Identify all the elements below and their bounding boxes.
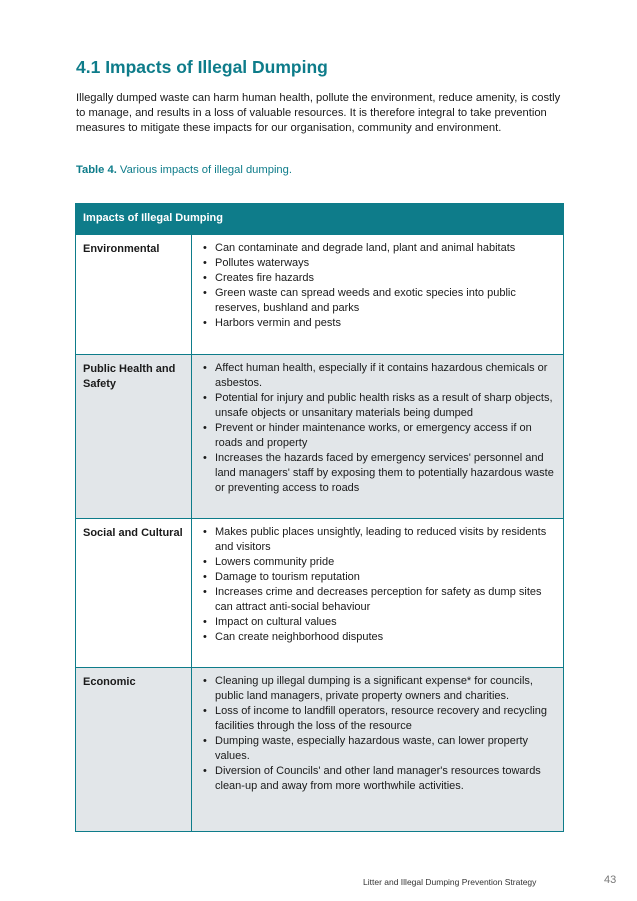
impact-list bbox=[192, 235, 563, 354]
page-number: 43 bbox=[604, 874, 617, 886]
list-item: • Lowers community pride bbox=[201, 555, 555, 570]
list-item: • Loss of income to landfill operators, resource recovery and recycling facilities through the loss of the resource bbox=[201, 704, 555, 734]
impact-list bbox=[192, 355, 563, 518]
list-item: • Green waste can spread weeds and exotic species into public reserves, bushland and parks bbox=[201, 286, 555, 316]
list-item: • Damage to tourism reputation bbox=[201, 570, 555, 585]
list-item: • Impact on cultural values bbox=[201, 615, 555, 630]
row-category: Environmental bbox=[76, 235, 192, 354]
table-caption-text: Various impacts of illegal dumping. bbox=[116, 164, 292, 176]
list-item: • Dumping waste, especially hazardous waste, can lower property values. bbox=[201, 734, 555, 764]
list-item: • Prevent or hinder maintenance works, or emergency access if on roads and property bbox=[201, 421, 555, 451]
table-row-economic bbox=[76, 667, 563, 831]
list-item: • Diversion of Councils' and other land manager's resources towards clean-up and away from more worthwhile activities. bbox=[201, 764, 555, 794]
row-category: Economic bbox=[76, 668, 192, 831]
list-item: • Cleaning up illegal dumping is a significant expense* for councils, public land managers, private property owners and charities. bbox=[201, 674, 555, 704]
list-item: • Creates fire hazards bbox=[201, 271, 555, 286]
table-header: Impacts of Illegal Dumping bbox=[76, 204, 563, 234]
section-heading: 4.1 Impacts of Illegal Dumping bbox=[76, 57, 328, 77]
intro-paragraph: Illegally dumped waste can harm human health, pollute the environment, reduce amenity, is costly to manage, and results in a loss of valuable resources. It is therefore integral to take prevention measures to mitigate these impacts for our organisation, community and environment. bbox=[76, 92, 561, 135]
list-item: • Increases crime and decreases perception for safety as dump sites can attract anti-social behaviour bbox=[201, 585, 555, 615]
table-row-public-health bbox=[76, 354, 563, 518]
row-category: Social and Cultural bbox=[76, 519, 192, 667]
table-caption bbox=[76, 164, 292, 176]
list-item: • Can contaminate and degrade land, plant and animal habitats bbox=[201, 241, 555, 256]
list-item: • Affect human health, especially if it contains hazardous chemicals or asbestos. bbox=[201, 361, 555, 391]
footer-title: Litter and Illegal Dumping Prevention Strategy bbox=[363, 877, 537, 887]
list-item: • Potential for injury and public health risks as a result of sharp objects, unsafe objects or unsanitary materials being dumped bbox=[201, 391, 555, 421]
row-category: Public Health and Safety bbox=[76, 355, 192, 518]
list-item: • Harbors vermin and pests bbox=[201, 316, 555, 331]
table-row-environmental bbox=[76, 234, 563, 354]
list-item: • Pollutes waterways bbox=[201, 256, 555, 271]
list-item: • Increases the hazards faced by emergency services' personnel and land managers' staff by exposing them to potentially hazardous waste or preventing access to roads bbox=[201, 451, 555, 496]
impact-list bbox=[192, 668, 563, 831]
impact-list bbox=[192, 519, 563, 667]
table-caption-label: Table 4. bbox=[76, 164, 117, 176]
table-row-social-cultural bbox=[76, 518, 563, 667]
list-item: • Makes public places unsightly, leading to reduced visits by residents and visitors bbox=[201, 525, 555, 555]
list-item: • Can create neighborhood disputes bbox=[201, 630, 555, 645]
impacts-table bbox=[75, 203, 564, 832]
